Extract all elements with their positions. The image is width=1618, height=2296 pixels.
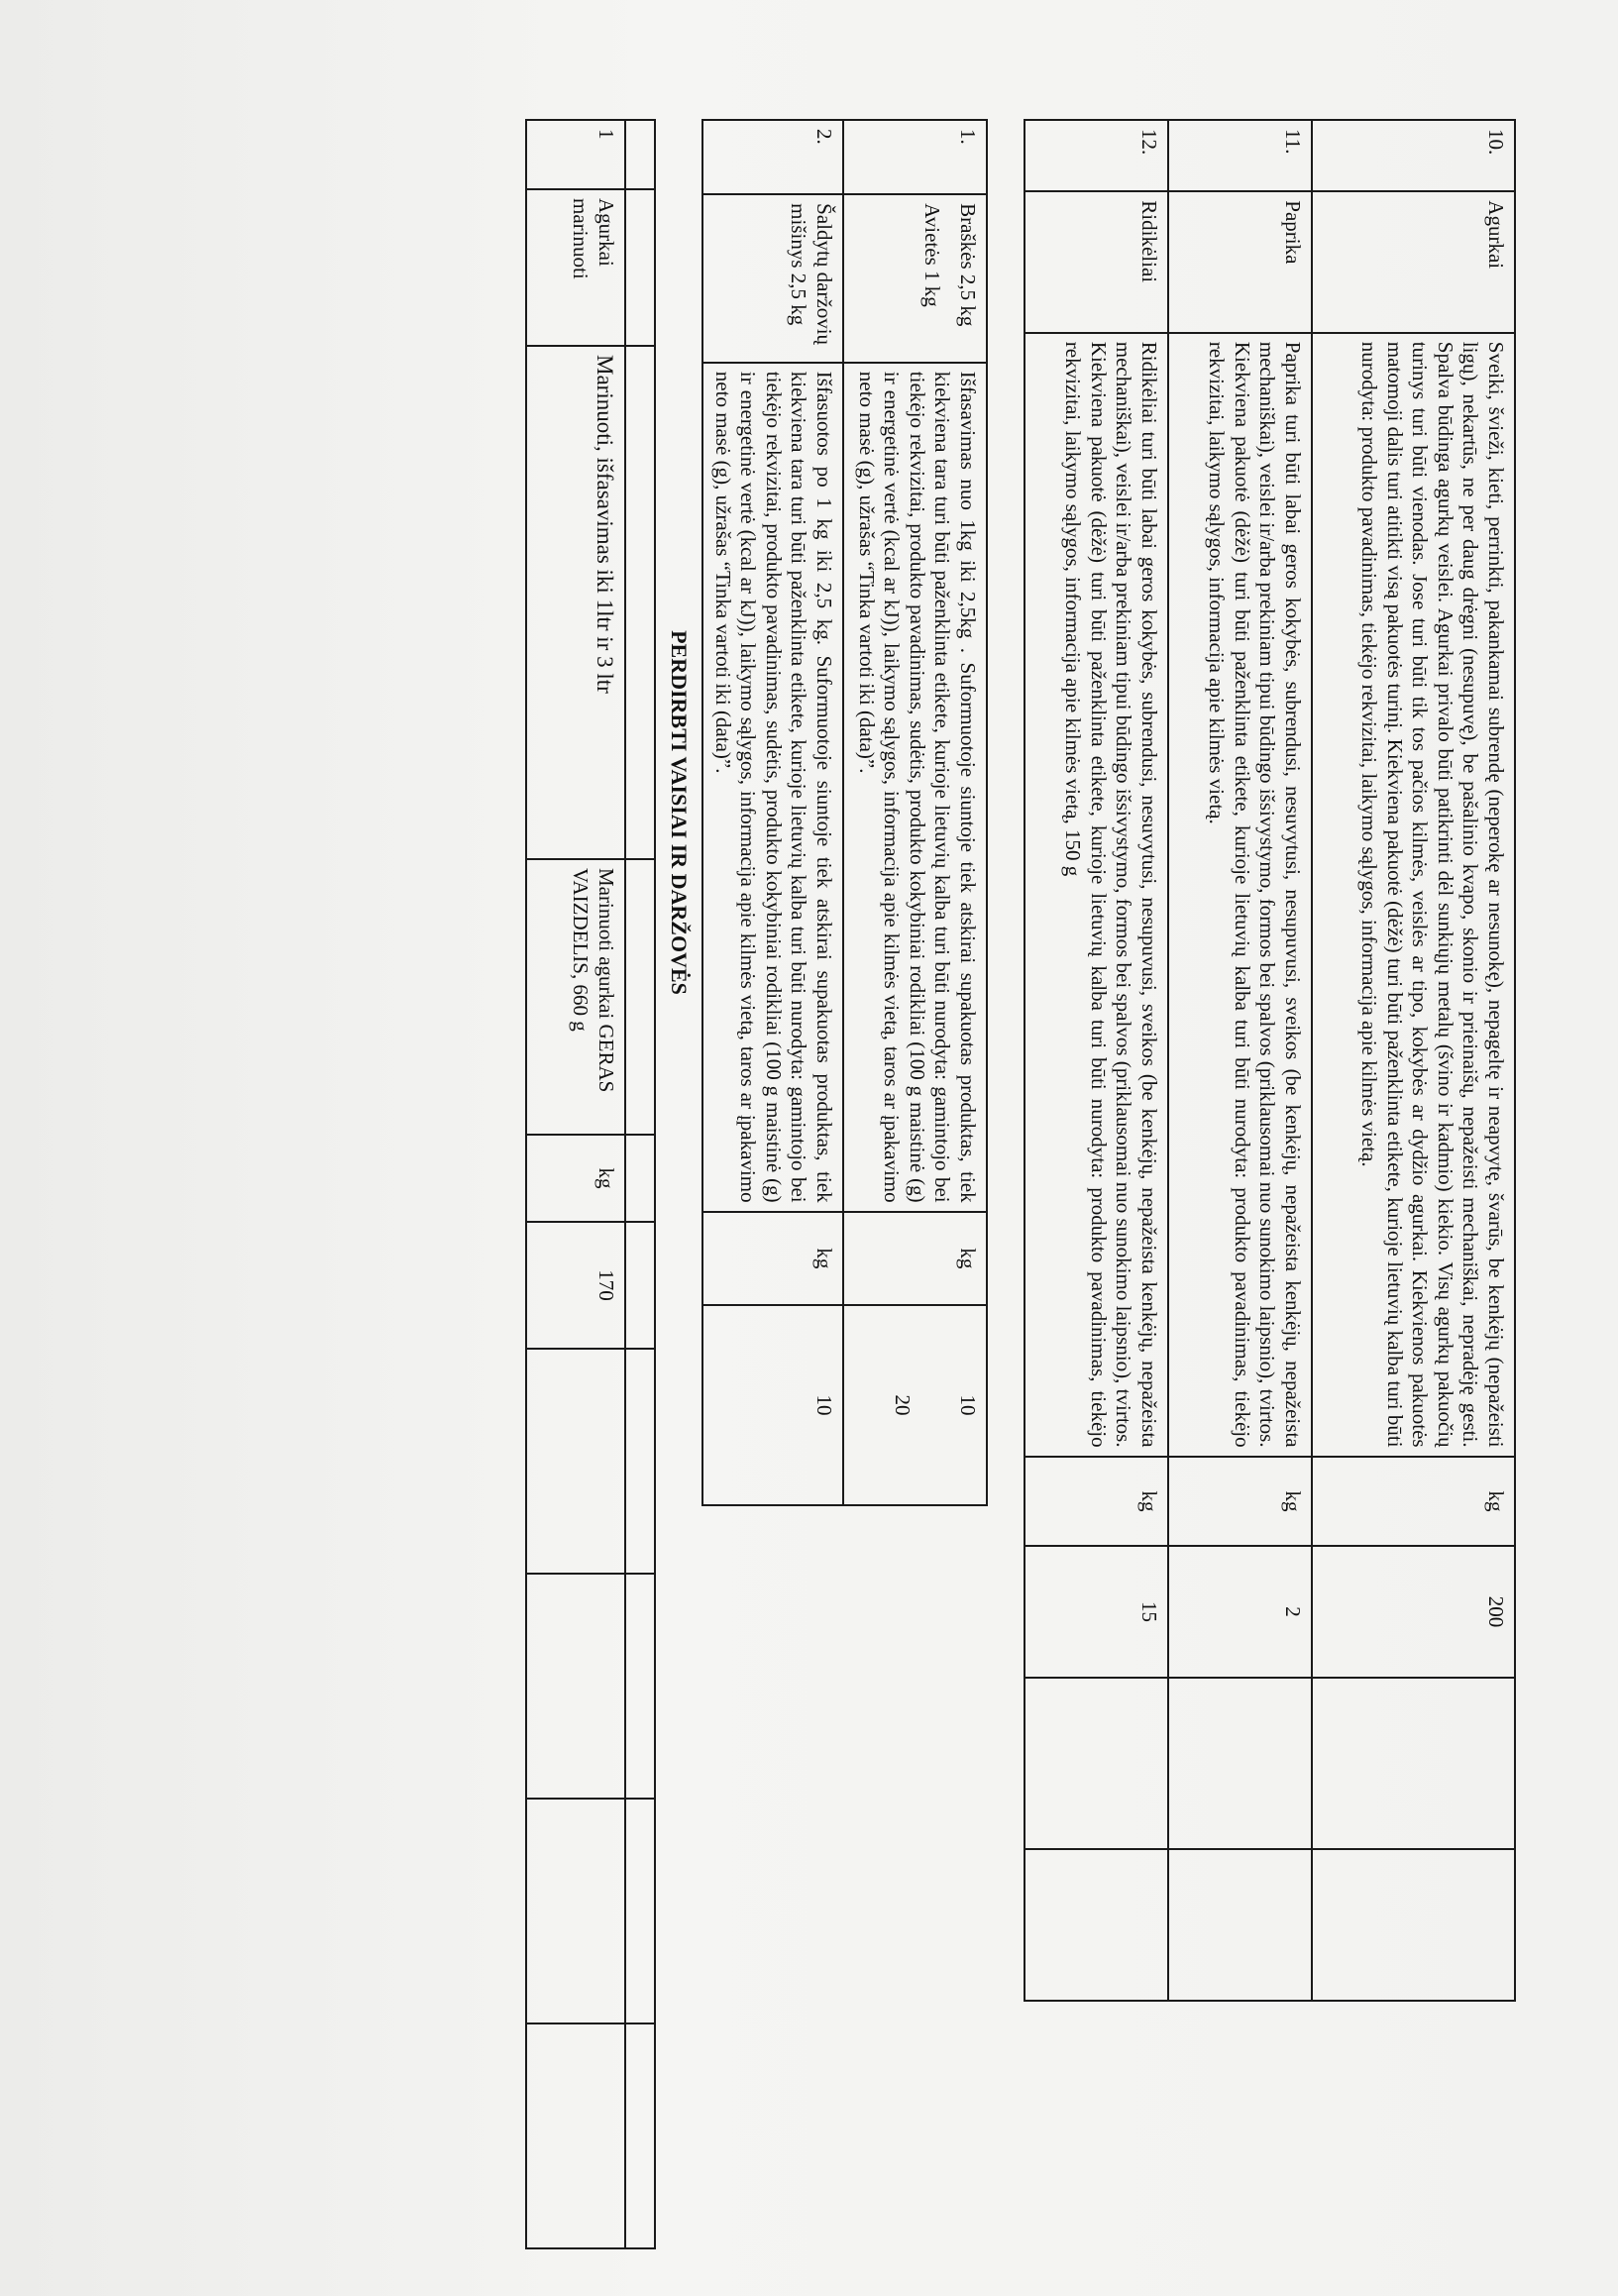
quantity-line: 10 bbox=[812, 1394, 836, 1416]
empty-cell bbox=[625, 1574, 655, 1799]
table-row bbox=[1025, 120, 1168, 2001]
empty-cell bbox=[526, 1574, 625, 1799]
quantity-line: 20 bbox=[891, 1394, 916, 1416]
quantity-cell: 15 bbox=[1025, 1546, 1168, 1677]
empty-cell bbox=[526, 1799, 625, 2023]
product-description: Sveiki, švieži, kieti, perrinkti, pakankamai subrendę (neperokę ar nesunokę), nepageltę ir neapvytę, švarūs, be kenkėjų (nepažeisti ligų), nekartūs, ne per daug drėgni (nesupuvę), be pašalinio kvapo, skonio ir prieinaišų, nepažeisti mechaniškai, nepradėję gesti. Spalva būdinga agurkų veislei. Agurkai privalo būti patikrinti dėl sunkiųjų metalų (švino ir kadmio) kiekio. Visų agurkų pakuočių turinys turi būti vienodas. Jose turi būti tik tos pačios kilmės, veislės ar tipo, kokybės ar dydžio agurkai. Kiekvienos pakuotės matomoji dalis turi atitikti visą pakuotės turinį. Kiekviena pakuotė (dėžė) turi būti paženklinta etikete, kurioje lietuvių kalba turi būti nurodyta: produkto pavadinimas, tiekėjo rekvizitai, laikymo sąlygos, informacija apie kilmės vietą. bbox=[1312, 333, 1515, 1457]
empty-cell bbox=[1312, 1678, 1515, 1849]
product-name bbox=[702, 194, 843, 363]
empty-cell bbox=[526, 1349, 625, 1574]
unit-cell: kg bbox=[1025, 1457, 1168, 1547]
row-number: 2. bbox=[702, 120, 843, 194]
empty-cell bbox=[625, 346, 655, 859]
row-number: 1. bbox=[843, 120, 987, 194]
product-name: Agurkai bbox=[1312, 191, 1515, 333]
empty-cell bbox=[1312, 1849, 1515, 2001]
unit-cell: kg bbox=[1312, 1457, 1515, 1547]
quantity-line: 10 bbox=[956, 1394, 980, 1416]
empty-cell bbox=[1168, 1678, 1312, 1849]
offered-product: Marinuoti agurkai GERAS VAIZDELIS, 660 g bbox=[526, 859, 625, 1135]
quantity-cell: 170 bbox=[526, 1222, 625, 1349]
empty-cell bbox=[1168, 1849, 1312, 2001]
unit-cell: kg bbox=[526, 1135, 625, 1222]
processed-products-table bbox=[525, 119, 656, 2249]
table-row bbox=[843, 120, 987, 1505]
empty-cell bbox=[625, 189, 655, 346]
empty-cell bbox=[625, 1135, 655, 1222]
product-description: Marinuoti, išfasavimas iki 1ltr ir 3 ltr bbox=[526, 346, 625, 859]
empty-cell bbox=[625, 859, 655, 1135]
row-number: 12. bbox=[1025, 120, 1168, 191]
empty-cell bbox=[625, 1799, 655, 2023]
table-row bbox=[1312, 120, 1515, 2001]
product-description: Paprika turi būti labai geros kokybės, subrendusi, nesuvytusi, nesupuvusi, sveikos (be kenkėjų, nepažeista kenkėjų, nepažeista mechaniškai), veislei ir/arba prekiniam tipui būdingo išsivystymo, formos bei spalvos (priklausomai nuo sunokimo laipsnio), tvirtos. Kiekviena pakuotė (dėžė) turi būti paženklinta etikete, kurioje lietuvių kalba turi būti nurodyta: produkto pavadinimas, tiekėjo rekvizitai, laikymo sąlygos, informacija apie kilmės vietą. bbox=[1168, 333, 1312, 1457]
unit-cell: kg bbox=[843, 1212, 987, 1305]
quantity-cell bbox=[702, 1305, 843, 1505]
gap bbox=[988, 119, 1024, 2249]
table-row bbox=[702, 120, 843, 1505]
product-name-line: Braškės 2,5 kg bbox=[956, 203, 980, 327]
empty-cell bbox=[625, 120, 655, 189]
section-title: PERDIRBTI VAISIAI IR DARŽOVĖS bbox=[666, 630, 692, 995]
product-name: Agurkai marinuoti bbox=[526, 189, 625, 346]
product-name-line: Šaldytų daržovių mišinys 2,5 kg bbox=[787, 203, 836, 346]
frozen-products-table bbox=[701, 119, 988, 1506]
quantity-cell: 200 bbox=[1312, 1546, 1515, 1677]
empty-cell bbox=[526, 2023, 625, 2248]
empty-cell bbox=[1025, 1849, 1168, 2001]
product-description: Išfasavimas nuo 1kg iki 2,5kg . Suformuotoje siuntoje tiek atskirai supakuotas produktas, tiek kiekviena tara turi būti paženklinta etikete, kurioje lietuvių kalba turi būti nurodyta: gamintojo bei tiekėjo rekvizitai, produkto pavadinimas, sudėtis, produkto kokybiniai rodikliai (100 g maistinė (g) ir energetinė vertė (kcal ar kJ)), laikymo sąlygos, informacija apie kilmės vietą, taros ar įpakavimo neto masė (g), užrašas “Tinka vartoti iki (data)”. bbox=[843, 363, 987, 1212]
row-number: 1 bbox=[526, 120, 625, 189]
row-number: 11. bbox=[1168, 120, 1312, 191]
table-row bbox=[625, 120, 655, 2248]
empty-cell bbox=[625, 1222, 655, 1349]
unit-cell: kg bbox=[1168, 1457, 1312, 1547]
product-name bbox=[843, 194, 987, 363]
table-row bbox=[1168, 120, 1312, 2001]
empty-cell bbox=[625, 2023, 655, 2248]
empty-cell bbox=[1025, 1678, 1168, 1849]
quantity-cell: 2 bbox=[1168, 1546, 1312, 1677]
product-description: Išfasuotos po 1 kg iki 2,5 kg. Suformuotoje siuntoje tiek atskirai supakuotas produktas, tiek kiekviena tara turi būti paženklinta etikete, kurioje lietuvių kalba turi būti nurodyta: gamintojo bei tiekėjo rekvizitai, produkto pavadinimas, sudėtis, produkto kokybiniai rodikliai (100 g maistinė (g) ir energetinė vertė (kcal ar kJ)), laikymo sąlygos, informacija apie kilmės vietą, taros ar įpakavimo neto masė (g), užrašas “Tinka vartoti iki (data)”. bbox=[702, 363, 843, 1212]
row-number: 10. bbox=[1312, 120, 1515, 191]
empty-cell bbox=[625, 1349, 655, 1574]
product-name: Paprika bbox=[1168, 191, 1312, 333]
fresh-vegetables-table bbox=[1024, 119, 1516, 2002]
rotated-content bbox=[129, 119, 1516, 2249]
product-name-line: Avietės 1 kg bbox=[920, 203, 945, 307]
product-description: Ridikėliai turi būti labai geros kokybės, subrendusi, nesuvytusi, nesupuvusi, sveikos (be kenkėjų, nepažeista kenkėjų, nepažeista mechaniškai), veislei ir/arba prekiniam tipui būdingo išsivystymo, formos bei spalvos (priklausomai nuo sunokimo laipsnio), tvirtos. Kiekviena pakuotė (dėžė) turi būti paženklinta etikete, kurioje lietuvių kalba turi būti nurodyta: produkto pavadinimas, tiekėjo rekvizitai, laikymo sąlygos, informacija apie kilmės vietą, 150 g bbox=[1025, 333, 1168, 1457]
product-name: Ridikėliai bbox=[1025, 191, 1168, 333]
unit-cell: kg bbox=[702, 1212, 843, 1305]
table-row bbox=[526, 120, 625, 2248]
quantity-cell bbox=[843, 1305, 987, 1505]
